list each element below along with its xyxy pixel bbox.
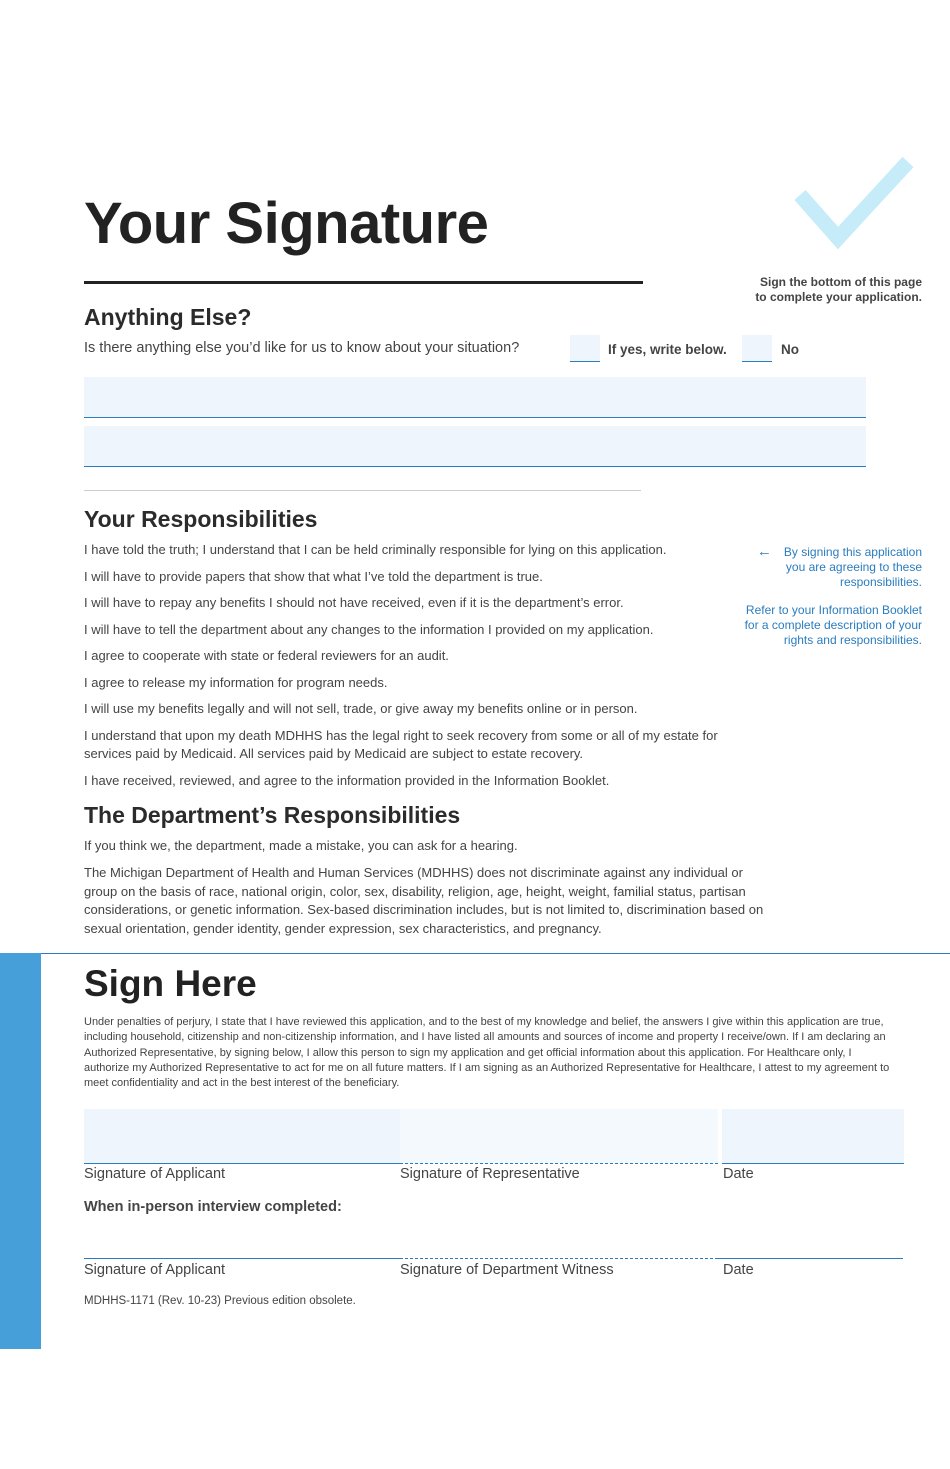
sign-here-band: [0, 953, 41, 1349]
interview-date-label: Date: [723, 1262, 754, 1278]
date-field[interactable]: [722, 1109, 904, 1164]
list-item: I agree to release my information for program needs.: [84, 674, 388, 690]
interview-applicant-signature-label: Signature of Applicant: [84, 1262, 226, 1278]
sign-here-heading: Sign Here: [84, 963, 257, 1004]
booklet-side-note: [722, 603, 922, 648]
side-note-line: Refer to your Information Booklet: [745, 603, 922, 617]
list-item: I have received, reviewed, and agree to the information provided in the Information Booklet.: [84, 772, 610, 788]
yes-checkbox[interactable]: [570, 335, 600, 362]
sign-note-line: to complete your application.: [755, 290, 922, 304]
responsibilities-heading: Your Responsibilities: [84, 506, 318, 532]
list-item: I will have to provide papers that show that what I’ve told the department is true.: [84, 568, 543, 584]
interview-applicant-signature-field[interactable]: [84, 1258, 400, 1259]
hearing-paragraph: If you think we, the department, made a mistake, you can ask for a hearing.: [84, 838, 518, 853]
representative-signature-label: Signature of Representative: [400, 1166, 580, 1182]
side-note-line: rights and responsibilities.: [783, 633, 922, 647]
date-label: Date: [723, 1166, 754, 1182]
list-item: I understand that upon my death MDHHS has the legal right to seek recovery from some or all of my estate for services paid by Medicaid. All services paid by Medicaid are subject to estate recovery.: [84, 727, 718, 761]
responsibilities-list: [84, 541, 744, 798]
checkmark-icon: [790, 150, 920, 260]
list-item: I will have to tell the department about any changes to the information I provided on my application.: [84, 621, 654, 637]
side-note-line: you are agreeing to these: [785, 560, 922, 574]
side-note-line: By signing this application: [783, 545, 922, 559]
sign-here-divider: [41, 953, 950, 954]
interview-label: When in-person interview completed:: [84, 1199, 342, 1215]
department-heading: The Department’s Responsibilities: [84, 802, 461, 828]
anything-else-input-line-2[interactable]: [84, 426, 866, 467]
representative-signature-field[interactable]: [400, 1109, 718, 1164]
nondiscrimination-paragraph: The Michigan Department of Health and Human Services (MDHHS) does not discriminate against any individual or group on the basis of race, national origin, color, sex, disability, religion, age, height, weight, familial status, partisan considerations, or genetic information. Sex-based discrimination includes, but is not limited to, discrimination based on sexual orientation, gender identity, gender expression, sex characteristics, and pregnancy.: [84, 865, 764, 936]
list-item: I will have to repay any benefits I should not have received, even if it is the department’s error.: [84, 595, 624, 610]
perjury-statement: Under penalties of perjury, I state that I have reviewed this application, and to the best of my knowledge and belief, the answers I give within this application are true, including household, citizenship and non-citizenship information, and I have listed all amounts and sources of income and property I receive/own. If I am declaring an Authorized Representative, by signing below, I allow this person to sign my application and get official information about this application. For Healthcare only, I authorize my Authorized Representative to act for me on all future matters. If I am signing as an Authorized Representative for Healthcare, I attest to my agreement to meet confidentiality and act in the best interest of the beneficiary.: [84, 1016, 890, 1090]
no-checkbox[interactable]: [742, 335, 772, 362]
applicant-signature-label: Signature of Applicant: [84, 1166, 226, 1182]
yes-label: If yes, write below.: [608, 342, 727, 357]
anything-else-input-line-1[interactable]: [84, 377, 866, 418]
form-identifier: MDHHS-1171 (Rev. 10-23) Previous edition obsolete.: [84, 1295, 356, 1307]
title-divider: [84, 281, 643, 284]
list-item: I have told the truth; I understand that I can be held criminally responsible for lying on this application.: [84, 542, 667, 557]
anything-else-heading: Anything Else?: [84, 304, 252, 330]
list-item: I will use my benefits legally and will not sell, trade, or give away my benefits online or in person.: [84, 701, 638, 716]
section-divider: [84, 490, 641, 491]
applicant-signature-field[interactable]: [84, 1109, 400, 1164]
no-label: No: [781, 342, 799, 357]
anything-else-question: Is there anything else you’d like for us to know about your situation?: [84, 340, 520, 356]
sign-note-line: Sign the bottom of this page: [760, 275, 922, 289]
side-note-line: for a complete description of your: [744, 618, 922, 632]
left-arrow-icon: ←: [756, 543, 772, 560]
list-item: I agree to cooperate with state or federal reviewers for an audit.: [84, 648, 449, 663]
agreement-side-note: [722, 544, 922, 590]
page-title: Your Signature: [84, 191, 489, 256]
sign-instruction-note: [755, 275, 922, 305]
witness-signature-field[interactable]: [400, 1258, 718, 1259]
witness-signature-label: Signature of Department Witness: [400, 1262, 614, 1278]
interview-date-field[interactable]: [718, 1258, 903, 1259]
side-note-line: responsibilities.: [839, 575, 922, 589]
